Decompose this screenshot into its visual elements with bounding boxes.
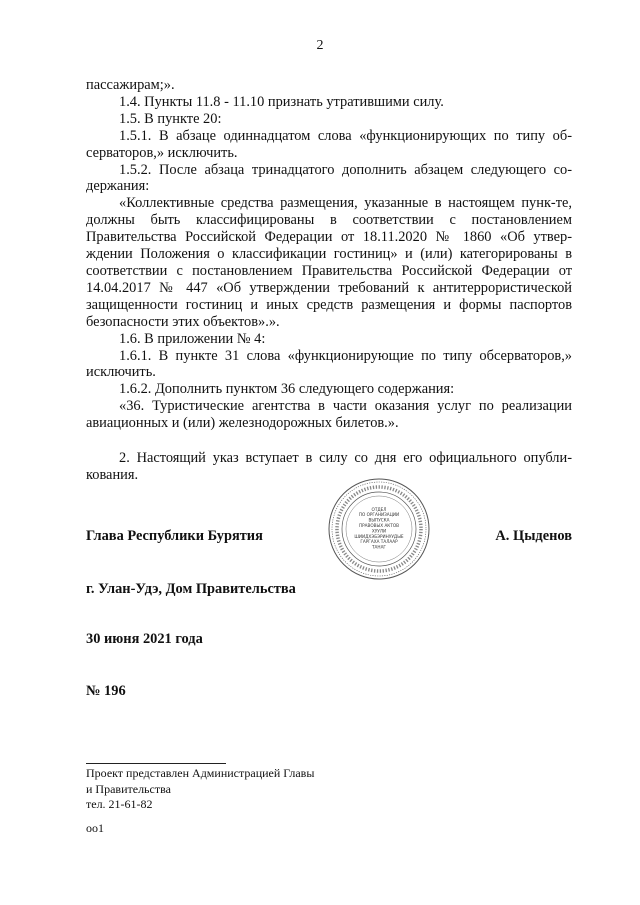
seal-line: ПО ОРГАНИЗАЦИИ <box>358 512 400 518</box>
seal-line: ВЫПУСКА <box>368 517 390 523</box>
signing-date: 30 июня 2021 года <box>86 631 203 647</box>
seal-line: ОТДЕЛ <box>371 506 387 512</box>
paragraph-1: пассажирам;». <box>86 77 175 93</box>
footnote-divider <box>86 763 226 764</box>
seal-line: ПРАВОВЫХ АКТОВ <box>358 523 400 528</box>
paragraph-9: 1.6.2. Дополнить пунктом 36 следующего содержания: <box>119 381 455 398</box>
footnote-line-1: Проект представлен Администрацией Главы <box>86 766 315 780</box>
paragraph-3: 1.5. В пункте 20: <box>119 110 222 127</box>
signing-place: г. Улан-Удэ, Дом Правительства <box>86 581 296 597</box>
seal-line: ШИИДХЭБЭРИНУУДЫЕ <box>354 533 404 539</box>
paragraph-7: 1.6. В приложении № 4: <box>119 330 266 347</box>
paragraph-10: «36. Туристические агентства в части оказания услуг по реализации авиационных и (или) железнодорожных билетов.». <box>86 398 572 432</box>
document-body <box>86 77 572 484</box>
paragraph-5: 1.5.2. После абзаца тринадцатого дополнить абзацем следующего со-держания: <box>86 161 572 195</box>
seal-line: ХУУЛИ <box>371 528 387 534</box>
decree-number: № 196 <box>86 683 126 699</box>
paragraph-8: 1.6.1. В пункте 31 слова «функционирующие по типу обсерваторов,» исключить. <box>86 347 572 381</box>
page-number: 2 <box>316 38 324 53</box>
paragraph-4: 1.5.1. В абзаце одиннадцатом слова «функционирующих по типу об-серваторов,» исключить. <box>86 127 572 161</box>
official-seal-stamp <box>328 478 430 580</box>
signatory-title: Глава Республики Бурятия <box>86 528 263 544</box>
paragraph-2: 1.4. Пункты 11.8 - 11.10 признать утратившими силу. <box>119 93 444 110</box>
footnote-line-3: тел. 21-61-82 <box>86 797 153 811</box>
document-code: оо1 <box>86 821 104 835</box>
signatory-name: А. Цыденов <box>495 528 572 544</box>
footnote-line-2: и Правительства <box>86 781 171 796</box>
paragraph-11: 2. Настоящий указ вступает в силу со дня его официального опубли-кования. <box>86 450 572 483</box>
footnote <box>86 766 314 813</box>
seal-line: ТАНАГ <box>372 544 386 550</box>
paragraph-6: «Коллективные средства размещения, указанные в настоящем пунк-те, должны быть классифицированы в соответствии с постановлением Правительства Российской Федерации от 18.11.2020 № 1860 «Об утвер-ждении Положения о классификации гостиниц» и (или) категорированы в соответствии с постановлением Правительства Российской Федерации от 14.04.2017 № 447 «Об утверждении требований к антитеррористической защищенности гостиниц и иных средств размещения и формы паспортов безопасности этих объектов».». <box>86 195 572 330</box>
seal-line: ГАРГАХА ТАЛААР <box>360 539 398 545</box>
